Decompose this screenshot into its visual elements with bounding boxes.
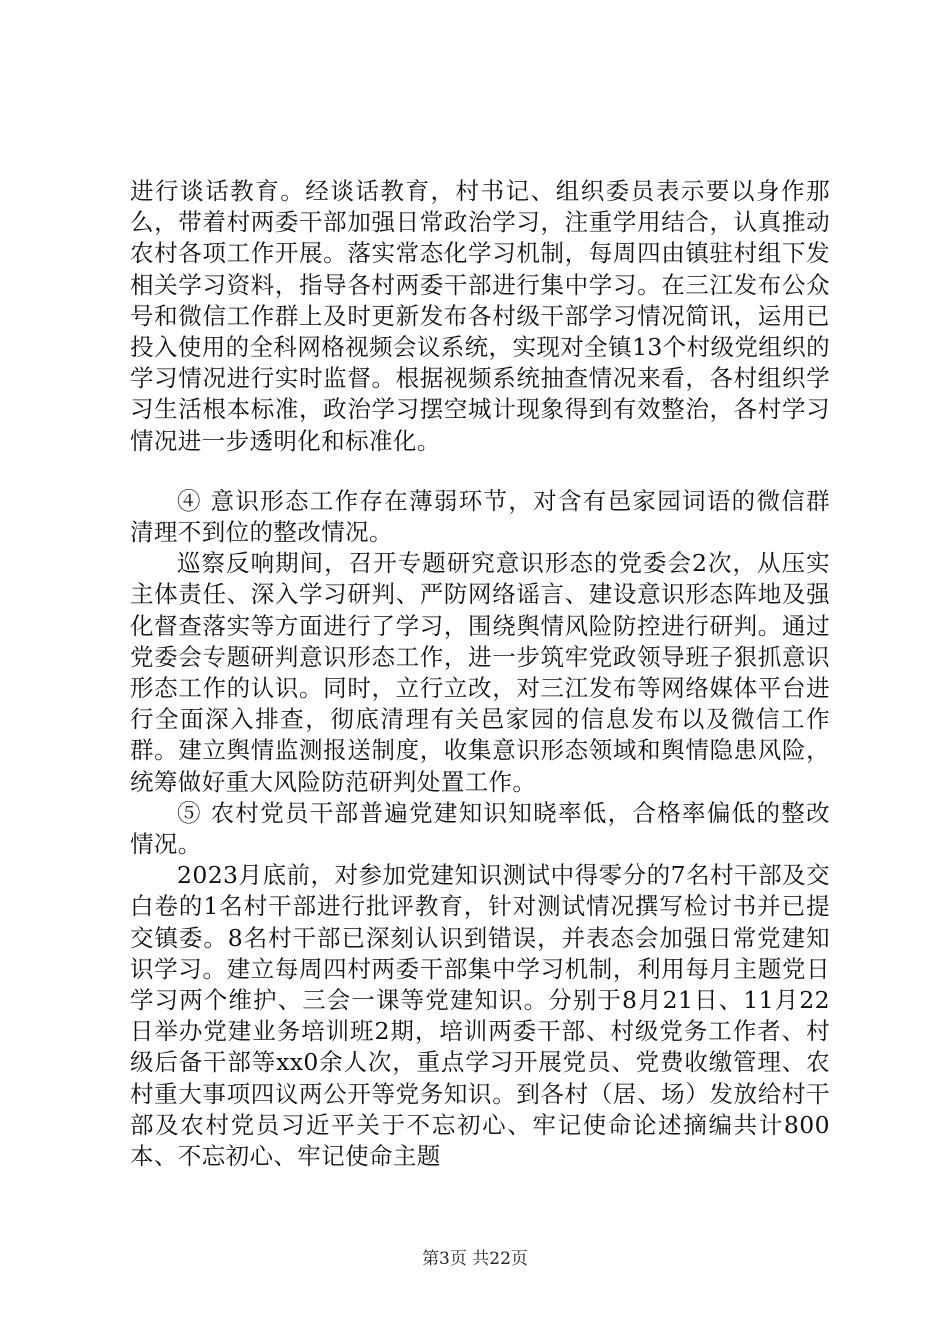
document-body <box>130 176 830 1172</box>
page-number-footer: 第3页 共22页 <box>422 1249 528 1269</box>
section-heading-5: ⑤ 农村党员干部普遍党建知识知晓率低，合格率偏低的整改情况。 <box>130 798 830 859</box>
section-heading-4: ④ 意识形态工作存在薄弱环节，对含有邑家园词语的微信群清理不到位的整改情况。 <box>130 486 830 547</box>
paragraph-1: 进行谈话教育。经谈话教育，村书记、组织委员表示要以身作那么，带着村两委干部加强日常政治学习，注重学用结合，认真推动农村各项工作开展。落实常态化学习机制，每周四由镇驻村组下发相关学习资料，指导各村两委干部进行集中学习。在三江发布公众号和微信工作群上及时更新发布各村级干部学习情况简讯，运用已投入使用的全科网格视频会议系统，实现对全镇13个村级党组织的学习情况进行实时监督。根据视频系统抽查情况来看，各村组织学习生活根本标准，政治学习摆空城计现象得到有效整治，各村学习情况进一步透明化和标准化。 <box>130 177 830 455</box>
paragraph-2: 巡察反响期间，召开专题研究意识形态的党委会2次，从压实主体责任、深入学习研判、严防网络谣言、建设意识形态阵地及强化督查落实等方面进行了学习，围绕舆情风险防控进行研判。通过党委会专题研判意识形态工作，进一步筑牢党政领导班子狠抓意识形态工作的认识。同时，立行立改，对三江发布等网络媒体平台进行全面深入排查，彻底清理有关邑家园的信息发布以及微信工作群。建立舆情监测报送制度，收集意识形态领域和舆情隐患风险，统筹做好重大风险防范研判处置工作。 <box>130 549 830 796</box>
paragraph-gap <box>130 457 830 486</box>
paragraph-3: 2023月底前，对参加党建知识测试中得零分的7名村干部及交白卷的1名村干部进行批评教育，针对测试情况撰写检讨书并已提交镇委。8名村干部已深刻认识到错误，并表态会加强日常党建知识学习。建立每周四村两委干部集中学习机制，利用每月主题党日学习两个维护、三会一课等党建知识。分别于8月21日、11月22日举办党建业务培训班2期，培训两委干部、村级党务工作者、村级后备干部等xx0余人次，重点学习开展党员、党费收缴管理、农村重大事项四议两公开等党务知识。到各村（居、场）发放给村干部及农村党员习近平关于不忘初心、牢记使命论述摘编共计800本、不忘初心、牢记使命主题 <box>130 861 830 1171</box>
